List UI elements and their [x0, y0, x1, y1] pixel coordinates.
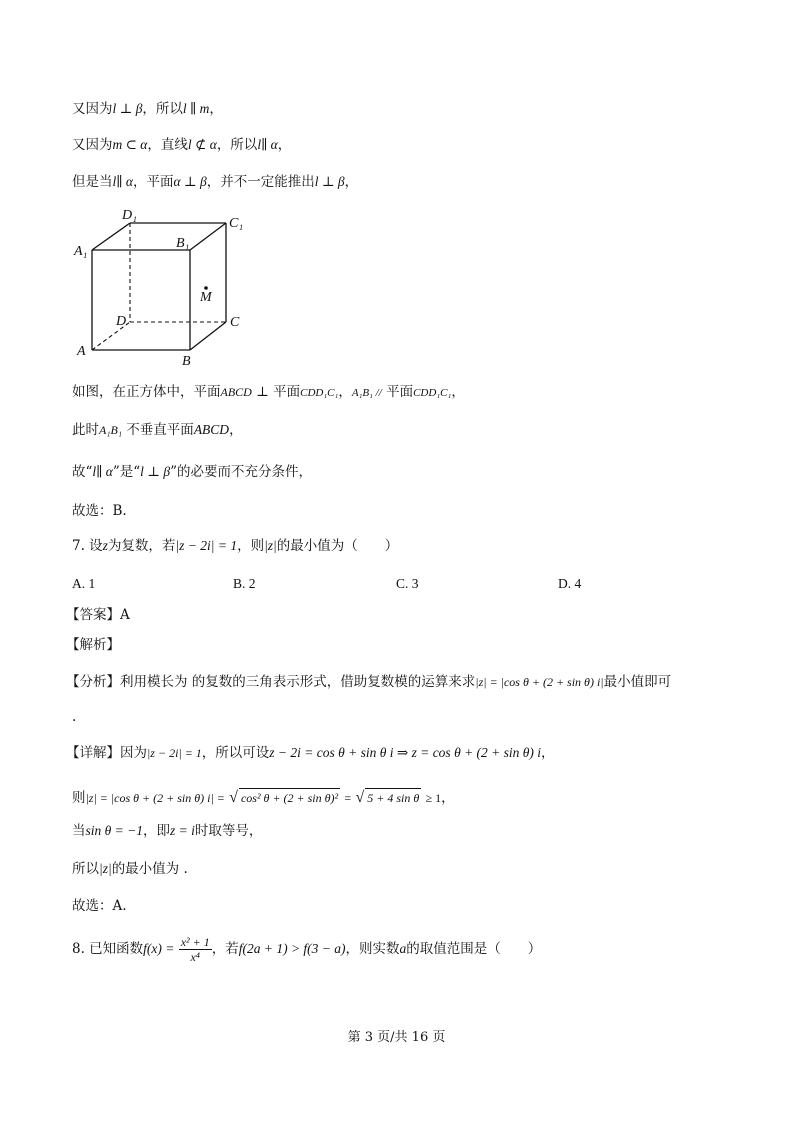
text: 故选：A. — [72, 898, 127, 914]
text: 【详解】因为 — [66, 745, 147, 761]
option-c: C. 3 — [396, 576, 419, 591]
text-line-5 — [72, 421, 243, 439]
label-c1: C₁ — [229, 216, 244, 231]
cube-figure — [72, 205, 262, 370]
text: 故选：B. — [72, 503, 127, 519]
answer-label: 【答案】A — [66, 607, 130, 623]
text: 最小值即可 — [603, 674, 672, 690]
text: ， — [338, 384, 352, 400]
page-footer: 第 3 页/共 16 页 — [347, 1030, 446, 1045]
label-a: A — [77, 344, 86, 359]
text: 的最小值为 . — [111, 861, 188, 877]
math: l ⊥ β — [112, 101, 143, 116]
text: 不垂直平面 — [122, 422, 194, 438]
text: 故“ — [72, 464, 93, 480]
math: A₁B₁ — [99, 423, 123, 437]
math: sin θ = −1 — [85, 823, 143, 838]
edge-a1d1 — [92, 223, 130, 250]
math: z — [102, 538, 108, 553]
text: ， — [229, 422, 243, 438]
math: l∥ α — [92, 464, 113, 479]
label-m: M — [200, 290, 212, 305]
text: . — [72, 709, 77, 725]
text: ”是“ — [112, 464, 141, 480]
text: 又因为 — [72, 137, 113, 153]
math: 5 + 4 sin θ — [365, 788, 421, 807]
text-line-1 — [72, 100, 223, 118]
math: ≥ 1 — [425, 791, 442, 805]
text: 又因为 — [72, 101, 113, 117]
text: 【分析】利用模长为 的复数的三角表示形式，借助复数模的运算来求 — [66, 674, 476, 690]
math: l ⊥ β — [314, 174, 345, 189]
text: 但是当 — [72, 174, 113, 190]
math: α ⊥ β — [173, 174, 207, 189]
math: |z − 2i| = 1 — [175, 538, 238, 553]
option-b: B. 2 — [233, 576, 256, 591]
math: CDD₁C₁ — [413, 387, 452, 399]
text: 的最小值为（ ） — [276, 538, 399, 554]
math: l ⊥ β — [140, 464, 171, 479]
text: 7. 设 — [72, 538, 103, 554]
math: |z| — [99, 861, 112, 876]
math: z = i — [169, 823, 195, 838]
text: 时取等号， — [194, 823, 263, 839]
math: z − 2i = cos θ + sin θ i ⇒ z = cos θ + (2 + sin θ) i — [269, 745, 542, 760]
math: l ⊄ α — [187, 137, 217, 152]
solution-line-4 — [72, 860, 188, 878]
text-line-7 — [72, 502, 127, 520]
text: 当 — [72, 823, 86, 839]
math: |z| — [264, 538, 277, 553]
text: ， — [441, 790, 455, 806]
math: A₁B₁ // — [351, 387, 382, 399]
label-b1: B₁ — [176, 236, 190, 251]
text: 此时 — [72, 422, 99, 438]
solution-line-5 — [72, 897, 127, 915]
question-7 — [72, 537, 398, 555]
dot-line — [72, 708, 76, 726]
answer-line — [66, 606, 130, 624]
text: 8. 已知函数 — [72, 941, 144, 957]
text: ， — [277, 137, 292, 153]
text: ”的必要而不充分条件， — [170, 464, 312, 480]
text-line-4 — [72, 383, 465, 402]
math: |z − 2i| = 1 — [147, 746, 202, 760]
text: ，若 — [211, 941, 239, 957]
text: 则 — [72, 790, 86, 806]
solution-line-2 — [72, 788, 455, 807]
math: l ∥ m — [182, 101, 210, 116]
label-d1: D₁ — [122, 208, 137, 223]
math: cos² θ + (2 + sin θ)² — [239, 788, 340, 807]
text: ，平面 — [132, 174, 174, 190]
math: l∥ α — [257, 137, 278, 152]
text: 平面 — [381, 384, 414, 400]
label-d: D — [116, 314, 127, 329]
text: 如图，在正方体中，平面 — [72, 384, 221, 400]
text: ⊥ 平面 — [251, 384, 301, 400]
solution-line-1 — [66, 744, 555, 762]
label-a1: A₁ — [74, 244, 88, 259]
label-c: C — [230, 315, 240, 330]
text-line-2 — [72, 136, 291, 154]
sqrt-symbol: √ — [229, 789, 238, 806]
text: ， — [344, 174, 359, 190]
analysis-label: 【解析】 — [66, 637, 120, 653]
analysis-heading — [66, 636, 120, 654]
math: ABCD — [220, 385, 252, 399]
text: ，则实数 — [345, 941, 400, 957]
text: ， — [451, 384, 465, 400]
text: ， — [209, 101, 223, 117]
option-a: A. 1 — [72, 576, 96, 591]
math: l∥ α — [112, 174, 133, 189]
text-line-3 — [72, 173, 358, 191]
question-8 — [72, 935, 541, 964]
text: ，直线 — [147, 137, 188, 153]
option-d: D. 4 — [558, 576, 582, 591]
math: ABCD — [193, 422, 230, 437]
fraction-denominator: x⁴ — [190, 950, 200, 964]
sqrt-symbol: √ — [355, 789, 365, 806]
solution-line-3 — [72, 822, 262, 840]
math: |z| = |cos θ + (2 + sin θ) i| — [475, 675, 604, 689]
math: m ⊂ α — [112, 137, 148, 152]
edge-bc — [190, 322, 226, 350]
math: f(2a + 1) > f(3 − a) — [238, 941, 346, 956]
fraction — [179, 935, 212, 964]
fraction-numerator: x² + 1 — [180, 935, 210, 949]
text: 所以 — [72, 861, 99, 877]
text: ，并不一定能推出 — [206, 174, 315, 190]
text: ，所以可设 — [201, 745, 270, 761]
math: |z| = |cos θ + (2 + sin θ) i| = — [85, 791, 225, 805]
text: 的取值范围是（ ） — [406, 941, 542, 957]
label-b: B — [182, 354, 191, 369]
math: = — [344, 791, 352, 805]
text: ，所以 — [216, 137, 258, 153]
analysis-line — [66, 673, 671, 691]
text-line-6 — [72, 463, 312, 481]
edge-b1c1 — [190, 223, 226, 250]
text: ， — [541, 745, 555, 761]
math: f(x) = — [143, 941, 175, 956]
text: ，则 — [237, 538, 265, 554]
text: 为复数，若 — [107, 538, 176, 554]
text: ，即 — [142, 823, 170, 839]
text: ，所以 — [142, 101, 183, 117]
math: a — [399, 941, 407, 956]
math: CDD₁C₁ — [300, 387, 339, 399]
